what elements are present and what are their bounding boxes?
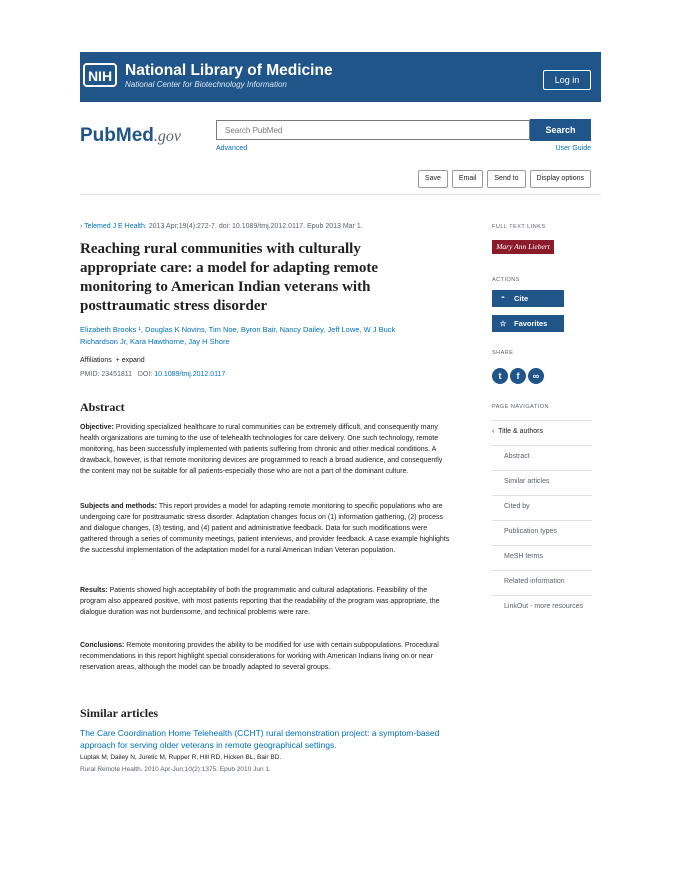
search-button[interactable]: Search bbox=[530, 119, 591, 141]
nav-abstract[interactable]: Abstract bbox=[492, 445, 592, 470]
twitter-icon[interactable]: t bbox=[492, 368, 508, 384]
favorites-label: Favorites bbox=[514, 319, 548, 328]
results-text: Patients showed high acceptability of both the programmatic and cultural adaptations. Feasibility of the program also appeared positive, with most patients reporting that the readability of the program was appropriate, the dialogue duration was not burdensome, and technical problems were rare. bbox=[80, 587, 440, 616]
nav-mesh-terms[interactable]: MeSH terms bbox=[492, 545, 592, 570]
nih-header bbox=[80, 52, 601, 102]
identifiers bbox=[80, 371, 225, 378]
facebook-icon[interactable]: f bbox=[510, 368, 526, 384]
cite-button[interactable] bbox=[492, 290, 564, 307]
chevron-left-icon: ‹ bbox=[492, 428, 495, 435]
subjects-paragraph bbox=[80, 501, 452, 556]
pmid: PMID: 23451811 bbox=[80, 371, 133, 378]
subjects-label: Subjects and methods: bbox=[80, 503, 158, 510]
similar-articles-heading: Similar articles bbox=[80, 706, 159, 720]
send-to-button[interactable]: Send to bbox=[487, 170, 525, 188]
article-title: Reaching rural communities with culturally appropriate care: a model for adapting remote monitoring to American Indian veterans with posttraumatic stress disorder bbox=[80, 241, 379, 314]
full-text-label: FULL TEXT LINKS bbox=[492, 224, 546, 230]
results-label: Results: bbox=[80, 587, 108, 594]
doi-link[interactable]: 10.1089/tmj.2012.0117 bbox=[154, 371, 226, 378]
doi-label: DOI: bbox=[137, 371, 153, 378]
nlm-title[interactable]: National Library of Medicine bbox=[125, 62, 333, 79]
nav-title-authors[interactable] bbox=[492, 420, 592, 445]
similar-article-link[interactable]: The Care Coordination Home Telehealth (CCHT) rural demonstration project: a symptom-based approach for serving older veterans in remote geographical settings. bbox=[80, 728, 440, 750]
conclusions-paragraph bbox=[80, 640, 452, 673]
logo-med: Med bbox=[115, 125, 154, 146]
divider bbox=[80, 194, 601, 195]
ncbi-subtitle: National Center for Biotechnology Information bbox=[125, 80, 287, 89]
affiliations-label: Affiliations bbox=[80, 357, 112, 364]
display-options-button[interactable]: Display options bbox=[530, 170, 591, 188]
nav-related-information[interactable]: Related information bbox=[492, 570, 592, 595]
author-list[interactable]: Elizabeth Brooks ¹, Douglas K Novins, Tim Noe, Byron Bair, Nancy Dailey, Jeff Lowe, W J Buck Richardson Jr, Kara Hawthorne, Jay H Shore bbox=[80, 325, 396, 346]
user-guide-link[interactable]: User Guide bbox=[555, 145, 591, 152]
pubmed-logo[interactable] bbox=[80, 125, 181, 147]
save-button[interactable]: Save bbox=[418, 170, 448, 188]
quote-icon: “ bbox=[501, 294, 505, 303]
logo-gov: .gov bbox=[153, 128, 181, 145]
nav-label: Title & authors bbox=[498, 428, 543, 435]
star-icon: ☆ bbox=[499, 319, 507, 328]
conclusions-label: Conclusions: bbox=[80, 642, 125, 649]
expand-toggle[interactable]: + expand bbox=[115, 357, 145, 364]
page-navigation-label: PAGE NAVIGATION bbox=[492, 404, 550, 410]
action-toolbar bbox=[418, 170, 591, 188]
abstract-heading: Abstract bbox=[80, 400, 125, 414]
conclusions-text: Remote monitoring provides the ability to be modified for use with certain subpopulations. Procedural recommendations in this report highlight special considerations for working with American Indians living on or near reservation areas, although the model can be broadly adapted to several groups. bbox=[80, 642, 439, 671]
subjects-text: This report provides a model for adapting remote monitoring to specific populations who are undergoing care for posttraumatic stress disorder. Adaptation changes focus on (1) information gathering, (2) process and dialogue changes, (3) testing, and (4) patient and administrative feedback. Data for such modifications were gathered through a series of community meetings, patient interviews, and provider feedback. A case example highlights the successful implementation of the adaptation model for a rural American Indian Veteran population. bbox=[80, 503, 450, 554]
similar-article-source: Rural Remote Health. 2010 Apr-Jun;10(2):1375. Epub 2010 Jun 1. bbox=[80, 766, 271, 773]
affiliations bbox=[80, 357, 145, 364]
nih-logo[interactable]: NIH bbox=[83, 63, 117, 87]
favorites-button[interactable] bbox=[492, 315, 564, 332]
page bbox=[80, 52, 601, 773]
page-navigation bbox=[492, 420, 592, 629]
nav-cited-by[interactable]: Cited by bbox=[492, 495, 592, 520]
logo-pub: Pub bbox=[80, 125, 116, 146]
email-button[interactable]: Email bbox=[452, 170, 484, 188]
objective-label: Objective: bbox=[80, 424, 114, 431]
publisher-link[interactable]: Mary Ann Liebert bbox=[492, 240, 554, 254]
chevron-right-icon: › bbox=[80, 223, 83, 230]
similar-article-authors: Luptak M, Dailey N, Juretic M, Rupper R, Hill RD, Hicken BL, Bair BD. bbox=[80, 754, 282, 761]
results-paragraph bbox=[80, 585, 452, 618]
search-input[interactable]: Search PubMed bbox=[216, 120, 530, 140]
actions-label: ACTIONS bbox=[492, 277, 520, 283]
nav-linkout[interactable]: LinkOut - more resources bbox=[492, 595, 592, 629]
journal-link[interactable]: Telemed J E Health bbox=[84, 223, 145, 230]
advanced-search-link[interactable]: Advanced bbox=[216, 145, 248, 152]
cite-label: Cite bbox=[514, 294, 529, 303]
link-icon[interactable]: ∞ bbox=[528, 368, 544, 384]
citation-details: . 2013 Apr;19(4):272-7. doi: 10.1089/tmj.2012.0117. Epub 2013 Mar 1. bbox=[144, 223, 363, 230]
share-label: SHARE bbox=[492, 350, 514, 356]
objective-text: Providing specialized healthcare to rural communities can be extremely difficult, and consequently many health organizations are turning to the use of telehealth technologies for care delivery. One such technology, remote monitoring, has been successfully implemented with patients suffering from chronic and other medical conditions. A drawback, however, is that remote monitoring devices are programmed to reach a broad audience, and consequently the content may not be suitable for all patients-especially those who are not a part of the dominant culture. bbox=[80, 424, 443, 475]
objective-paragraph bbox=[80, 422, 452, 477]
share-icons bbox=[492, 368, 544, 384]
nav-similar-articles[interactable]: Similar articles bbox=[492, 470, 592, 495]
nav-publication-types[interactable]: Publication types bbox=[492, 520, 592, 545]
login-button[interactable]: Log in bbox=[543, 70, 591, 90]
citation bbox=[80, 223, 470, 230]
